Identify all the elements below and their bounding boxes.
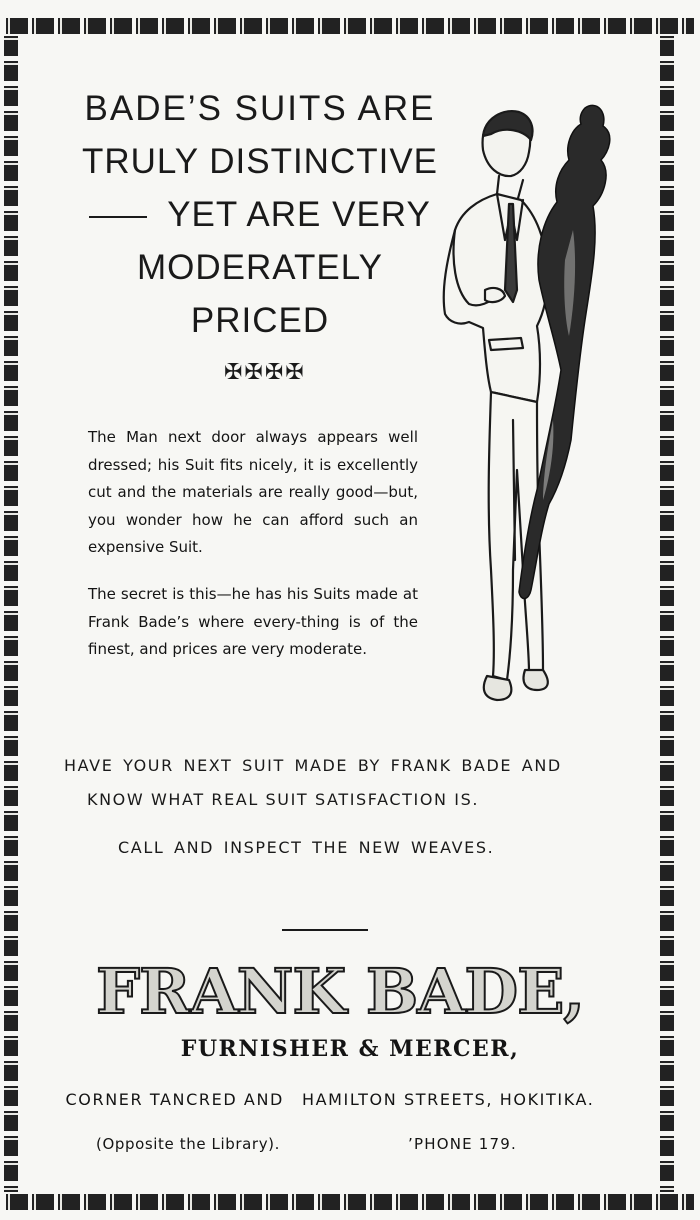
headline-dash bbox=[89, 216, 147, 218]
address-part-1: CORNER TANCRED AND bbox=[65, 1090, 284, 1109]
ornamental-border-bottom bbox=[6, 1194, 694, 1210]
headline-line-5: PRICED bbox=[190, 301, 330, 340]
cta-line-2: KNOW WHAT REAL SUIT SATISFACTION IS. bbox=[87, 790, 480, 809]
headline-line-4: MODERATELY bbox=[137, 248, 383, 287]
shop-address bbox=[40, 1090, 620, 1109]
shop-trade: FURNISHER & MERCER, bbox=[180, 1036, 520, 1062]
phone-number: ’PHONE 179. bbox=[408, 1135, 517, 1153]
headline bbox=[80, 82, 440, 347]
address-part-2: HAMILTON STREETS, HOKITIKA. bbox=[301, 1090, 595, 1109]
ornamental-border-left bbox=[4, 36, 18, 1192]
headline-line-3-wrap bbox=[80, 188, 440, 241]
shop-name: FRANK BADE, bbox=[96, 955, 584, 1028]
ornamental-border-top bbox=[6, 18, 694, 34]
headline-line-3: YET ARE VERY bbox=[167, 195, 431, 234]
headline-line-2: TRULY DISTINCTIVE bbox=[81, 142, 439, 181]
cta-line-3: CALL AND INSPECT THE NEW WEAVES. bbox=[118, 838, 495, 857]
ornamental-border-right bbox=[660, 36, 674, 1192]
gentleman-illustration bbox=[425, 90, 615, 710]
body-paragraph-1: The Man next door always appears well dressed; his Suit fits nicely, it is excellently cut and the materials are really good—but, you wonder how he can afford such an expensive Suit. bbox=[88, 428, 418, 556]
landmark-note: (Opposite the Library). bbox=[96, 1135, 280, 1153]
body-paragraph-2: The secret is this—he has his Suits made at Frank Bade’s where every-thing is of the finest, and prices are very moderate. bbox=[88, 585, 418, 658]
section-rule bbox=[282, 929, 368, 931]
cta-line-1: HAVE YOUR NEXT SUIT MADE BY FRANK BADE AND bbox=[64, 756, 562, 775]
cross-ornaments: ✠✠✠✠ bbox=[224, 360, 306, 385]
headline-line-1: BADE’S SUITS ARE bbox=[84, 89, 436, 128]
